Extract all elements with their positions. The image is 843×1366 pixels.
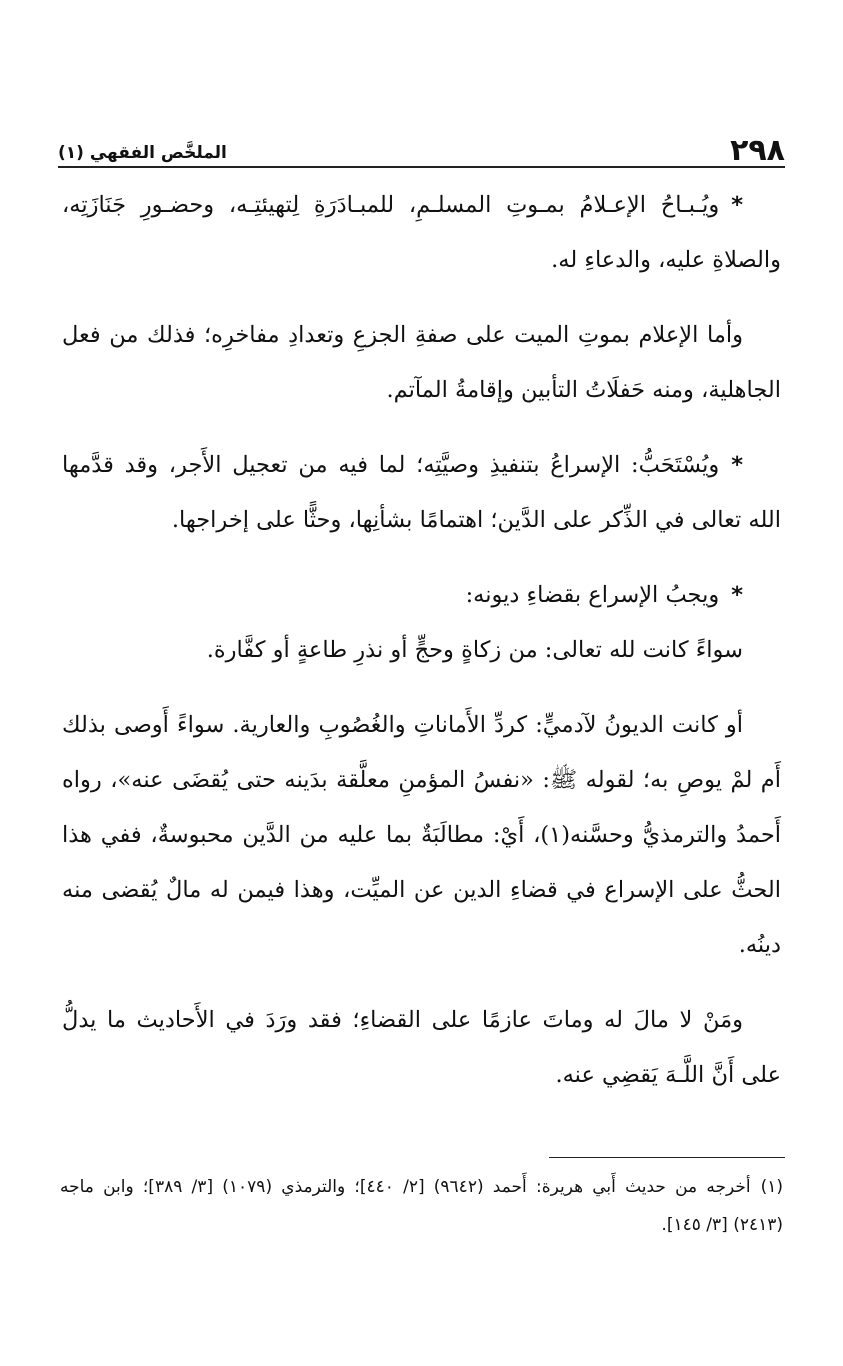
paragraph-no-wealth	[62, 993, 781, 1103]
paragraph-forbidden-announcement	[62, 308, 781, 418]
paragraph-text: ويجبُ الإسراع بقضاءِ ديونه:	[465, 582, 720, 608]
footnote-entry	[60, 1168, 783, 1244]
paragraph-debts-to-people	[62, 698, 781, 973]
paragraph-will-execution	[62, 438, 781, 548]
page-header	[58, 118, 785, 166]
header-divider	[58, 166, 785, 168]
paragraph-text: سواءً كانت لله تعالى: من زكاةٍ وحجٍّ أو نذرِ طاعةٍ أو كفَّارة.	[206, 637, 743, 663]
paragraph-text: ويُسْتَحَبُّ: الإسراعُ بتنفيذِ وصيَّتِه؛ لما فيه من تعجيل الأَجر، وقد قدَّمها الله تعالى في الذِّكر على الدَّين؛ اهتمامًا بشأنِها، وحثًّا على إخراجها.	[62, 452, 781, 533]
paragraph-permissibility-announcement	[62, 178, 781, 288]
paragraph-debts-to-god	[62, 623, 781, 678]
footnote	[60, 1168, 783, 1244]
paragraph-text: ويُـبـاحُ الإعـلامُ بمـوتِ المسلـمِ، للمبـادَرَةِ لِتهيئتِـه، وحضـورِ جَنَازَتِه، والصلاةِ عليه، والدعاءِ له.	[62, 192, 781, 273]
page-body	[62, 178, 781, 1103]
page-number: ٢٩٨	[730, 133, 785, 168]
running-title: الملخَّص الفقهي (١)	[58, 143, 227, 163]
bullet-star: *	[731, 192, 743, 218]
paragraph-text: ومَنْ لا مالَ له وماتَ عازمًا على القضاءِ؛ فقد ورَدَ في الأَحاديث ما يدلُّ على أَنَّ اللَّـهَ يَقضِي عنه.	[62, 1007, 781, 1088]
bullet-star: *	[731, 452, 743, 478]
footnote-marker: (١)	[760, 1177, 784, 1197]
paragraph-text: وأما الإعلام بموتِ الميت على صفةِ الجزعِ وتعدادِ مفاخرِه؛ فذلك من فعل الجاهلية، ومنه حَفلَاتُ التأبين وإقامةُ المآتم.	[62, 322, 781, 403]
paragraph-text: أو كانت الديونُ لآدميٍّ: كردِّ الأَماناتِ والغُصُوبِ والعارية. سواءً أَوصى بذلك أَم لمْ يوصِ به؛ لقوله ﷺ: «نفسُ المؤمنِ معلَّقة بدَينه حتى يُقضَى عنه»، رواه أَحمدُ والترمذيُّ وحسَّنه(١)، أَيْ: مطالَبَةٌ بما عليه من الدَّين محبوسةٌ، ففي هذا الحثُّ على الإسراع في قضاءِ الدين عن الميِّت، وهذا فيمن له مالٌ يُقضى منه دينُه.	[62, 712, 781, 958]
paragraph-debt-heading	[62, 568, 781, 623]
footnote-divider	[549, 1157, 785, 1158]
bullet-star: *	[731, 582, 743, 608]
footnote-text: أخرجه من حديث أَبي هريرة: أَحمد (٩٦٤٢) [٢/ ٤٤٠]؛ والترمذي (١٠٧٩) [٣/ ٣٨٩]؛ وابن ماجه (٢٤١٣) [٣/ ١٤٥].	[60, 1177, 783, 1235]
